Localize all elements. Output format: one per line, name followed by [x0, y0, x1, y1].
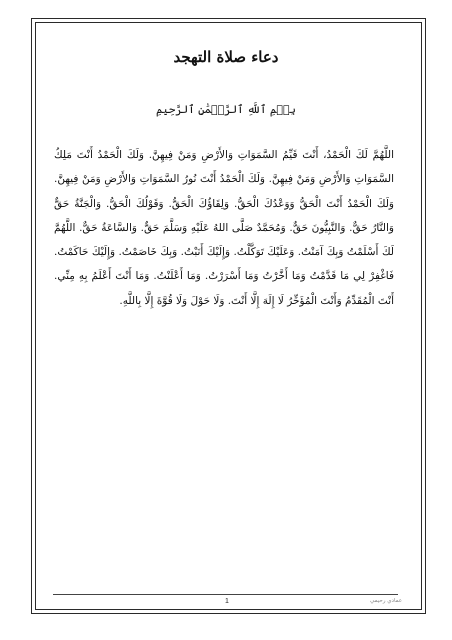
basmala-heading: بِسۡمِ ٱللَّهِ ٱلرَّحۡمَٰنِ ٱلرَّحِيمِ: [155, 103, 297, 116]
dua-body-text: اللَّهُمَّ لَكَ الْحَمْدُ، أَنْتَ قَيِّمُ السَّمَوَاتِ وَالأَرْضِ وَمَنْ فِيهِنَّ. وَلَكَ الْحَمْدُ أَنْتَ مَلِكُ السَّمَوَاتِ وَالأَرْضِ وَمَنْ فِيهِنَّ. وَلَكَ الْحَمْدُ أَنْتَ نُورُ السَّمَوَاتِ وَالأَرْضِ وَمَنْ فِيهِنَّ. وَلَكَ الْحَمْدُ أَنْتَ الْحَقُّ وَوَعْدُكَ الْحَقُّ. وَلِقَاؤُكَ الْحَقُّ. وَقَوْلُكَ الْحَقُّ. وَالْجَنَّةُ حَقٌّ وَالنَّارُ حَقٌّ. وَالنَّبِيُّونَ حَقٌّ. وَمُحَمَّدٌ صَلَّى اللهُ عَلَيْهِ وَسَلَّمَ حَقٌّ. وَالسَّاعَةُ حَقٌّ. اللَّهُمَّ لَكَ أَسْلَمْتُ وَبِكَ آمَنْتُ. وَعَلَيْكَ تَوَكَّلْتُ. وَإِلَيْكَ أَنَبْتُ. وَبِكَ خَاصَمْتُ. وَإِلَيْكَ حَاكَمْتُ. فَاغْفِرْ لِي مَا قَدَّمْتُ وَمَا أَخَّرْتُ وَمَا أَسْرَرْتُ. وَمَا أَعْلَنْتُ. وَمَا أَنْتَ أَعْلَمُ بِهِ مِنِّي. أَنْتَ الْمُقَدِّمُ وَأَنْتَ الْمُؤَخِّرُ لَا إِلَهَ إِلَّا أَنْتَ. وَلَا حَوْلَ وَلَا قُوَّةَ إِلَّا بِاللَّهِ.: [54, 149, 394, 307]
page-number: 1: [225, 598, 229, 605]
document-title: دعاء صلاة التهجد: [173, 48, 279, 66]
footer-divider: [53, 594, 398, 595]
footer-credit: عمادي رحيمي: [370, 598, 403, 604]
